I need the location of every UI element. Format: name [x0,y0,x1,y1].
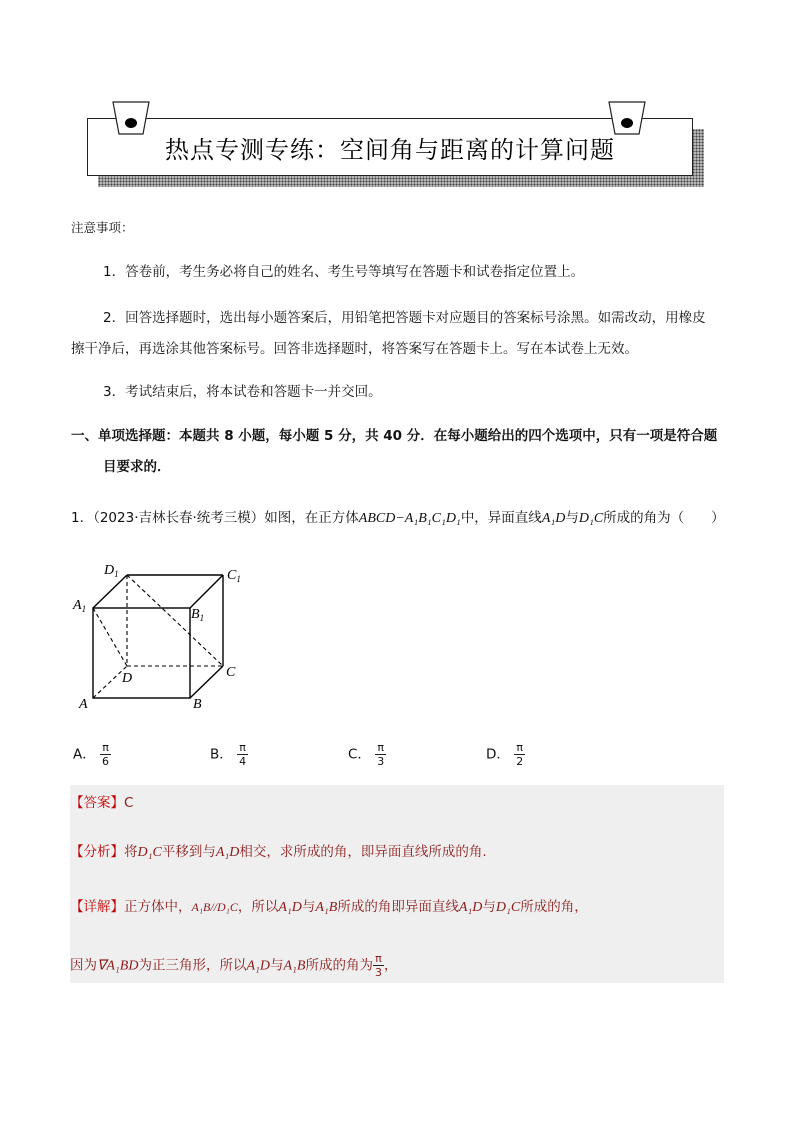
vertex-label-d: D [122,671,133,686]
vertex-label-c: C [226,665,236,680]
cube-edge-a1d1 [93,575,127,608]
analysis-line: 【分析】将D₁C平移到与A₁D相交，求所成的角，即异面直线所成的角. [70,844,487,860]
vertex-label-d1: $D_1$ [104,563,119,579]
vertex-label-a1: $A_1$ [73,598,87,614]
option-a[interactable]: A． $\frac{\pi}{6}$ [73,741,110,768]
cube-edge-bc [190,666,223,698]
cube-figure [70,558,250,718]
option-d[interactable]: D． $\frac{\pi}{2}$ [486,741,524,768]
notes-heading: 注意事项： [71,220,134,235]
page-title: 热点专测专练：空间角与距离的计算问题 [165,136,615,164]
title-banner [87,118,693,176]
cube-edge-b1c1 [190,575,223,608]
note-item-3: 3．考试结束后，将本试卷和答题卡一并交回。 [103,384,382,400]
note-item-2: 2．回答选择题时，选出每小题答案后，用铅笔把答题卡对应题目的答案标号涂黑。如需改动，用橡皮 [103,310,706,326]
vertex-label-b1: $B_1$ [191,607,205,623]
question-stem: 1．（2023·吉林长春·统考三模）如图，在正方体ABCD−A₁B₁C₁D₁中，异面直线A₁D与D₁C所成的角为（ ） [71,510,725,526]
pushpin-icon-left [112,101,150,135]
note-item-1: 1．答卷前，考生务必将自己的姓名、考生号等填写在答题卡和试卷指定位置上。 [103,264,585,280]
answer-line: 【答案】C [70,795,134,811]
vertex-label-c1: $C_1$ [227,568,241,584]
diagonal-a1d [93,608,127,666]
cube-front-face [93,608,190,698]
option-b[interactable]: B． $\frac{\pi}{4}$ [210,741,247,768]
option-c[interactable]: C． $\frac{\pi}{3}$ [348,741,385,768]
vertex-label-b: B [193,697,202,712]
section-heading-cont: 目要求的． [103,459,171,475]
section-heading: 一、单项选择题：本题共 8 小题，每小题 5 分，共 40 分．在每小题给出的四个选项中，只有一项是符合题 [71,428,718,444]
detail-line: 【详解】正方体中，A₁B//D₁C，所以A₁D与A₁B所成的角即异面直线A₁D与D₁C所成的角， [70,899,588,915]
pushpin-icon-right [608,101,646,135]
note-item-2-cont: 擦干净后，再选涂其他答案标号。回答非选择题时，将答案写在答题卡上。写在本试卷上无效。 [71,341,638,357]
vertex-label-a: A [79,697,88,712]
final-line: 因为∇A₁BD为正三角形，所以A₁D与A₁B所成的角为 $\frac{\pi}{3}$ ， [70,952,398,979]
